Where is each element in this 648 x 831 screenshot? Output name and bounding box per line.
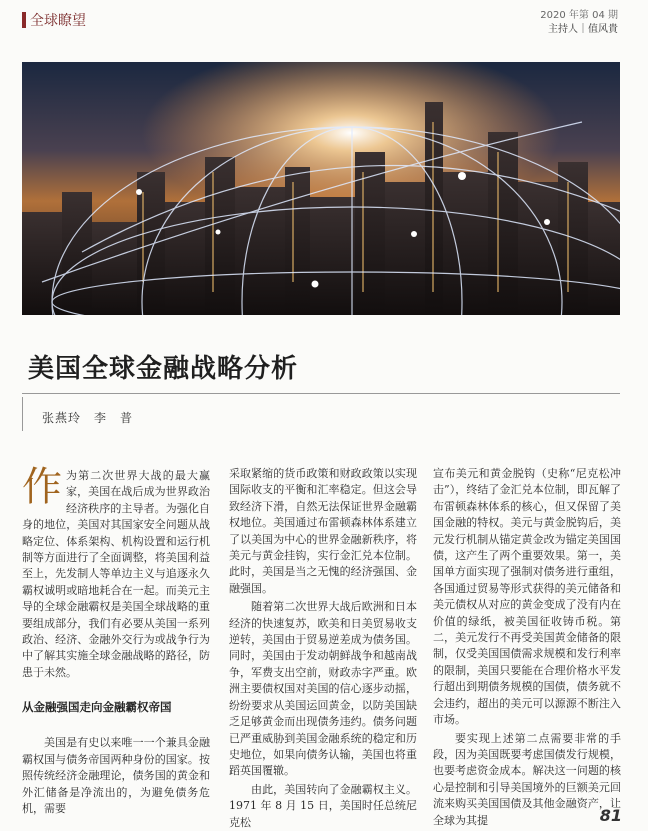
body-paragraph: 随着第二次世界大战后欧洲和日本经济的快速复苏，欧美和日美贸易收支逆转，美国由于贸易逆差成为债务国。同时，美国由于发动朝鲜战争和越南战争，军费支出空前，财政赤字严重。欧洲主要债权国对美国的信心逐步动摇，纷纷要求从美国运回黄金，以防美国缺乏足够黄金而出现债务违约。债务问题已严重威胁到美国金融系统的稳定和历史地位，如果向债务认输，美国也将重蹈英国覆辙。 (229, 600, 417, 778)
article-authors: 张燕玲 李 普 (42, 411, 134, 425)
author-divider (22, 397, 23, 431)
column-1 (22, 464, 210, 817)
intro-text: 为第二次世界大战的最大赢家，美国在战后成为世界政治经济秩序的主导者。为强化自身的地位，美国对其国家安全问题从战略定位、体系架构、机构设置和运行机制等方面进行了全面调整，将美国利益至上，先发制人等单边主义与追逐永久霸权诚明或暗地耗合在一起。而美元主导的全球金融霸权是美国全球战略的重要组成部分，我们有必要从美国一系列政治、经济、金融外交行为或战争行为中了解其实施全球金融战略的路径，防患于未然。 (22, 469, 210, 679)
issue-host: 主持人｜值风貴 (548, 24, 618, 35)
body-paragraph: 宣布美元和黄金脱钩（史称“尼克松冲击”），终结了金汇兑本位制，即瓦解了布雷顿森林体系的核心，但又保留了美国金融的特权。美元与黄金脱钩后，美元发行机制从锚定黄金改为锚定美国国债，这产生了两个重要效果。第一，美国单方面实现了强制对债务进行重组，各国通过贸易等形式获得的美元储备和美元债权从对应的黄金变成了没有内在价值的绿纸，被美国征收铸币税。第二，美元发行不再受美国黄金储备的限制，仅受美国国债需求规模和发行利率的限制，美国只要能在合理价格水平发行超出到期债务规模的国债，债务就不会违约，超出的美元可以源源不断注入市场。 (433, 467, 621, 727)
section-title: 全球瞭望 (30, 13, 86, 29)
body-paragraph: 由此，美国转向了金融霸权主义。1971 年 8 月 15 日，美国时任总统尼克松 (229, 782, 417, 829)
column-2 (229, 466, 417, 831)
drop-cap: 作 (22, 464, 62, 510)
body-paragraph: 要实现上述第二点需要非常的手段，因为美国既要考虑国债发行规模，也要考虑资金成本。解决这一问题的核心是控制和引导美国境外的巨额美元回流来购买美国国债及其他金融资产，让全球为其提 (433, 731, 621, 827)
section-marker (22, 12, 26, 28)
city-globe-network-image (22, 62, 620, 315)
title-divider (22, 393, 620, 394)
issue-number: 2020 年第 04 期 (540, 10, 618, 21)
issue-info (540, 9, 618, 37)
body-paragraph: 采取紧缩的货币政策和财政政策以实现国际收支的平衡和汇率稳定。但这会导致经济下滑，自然无法保证世界金融霸权地位。美国通过布雷顿森林体系建立了以美国为中心的世界金融新秩序，将美元与黄金挂钩，实行金汇兑本位制。此时，美国是当之无愧的经济强国、金融强国。 (229, 467, 417, 595)
article-title: 美国全球金融战略分析 (28, 354, 299, 384)
page-number: 81 (599, 806, 622, 825)
column-3 (433, 466, 621, 829)
body-paragraph: 美国是有史以来唯一一个兼具金融霸权国与债务帝国两种身份的国家。按照传统经济金融理论，债务国的黄金和外汇储备是净流出的，为避免债务危机，需要 (22, 736, 210, 815)
intro-paragraph (22, 464, 210, 681)
section-subheading: 从金融强国走向金融霸权帝国 (22, 700, 172, 715)
hero-image (22, 62, 620, 315)
